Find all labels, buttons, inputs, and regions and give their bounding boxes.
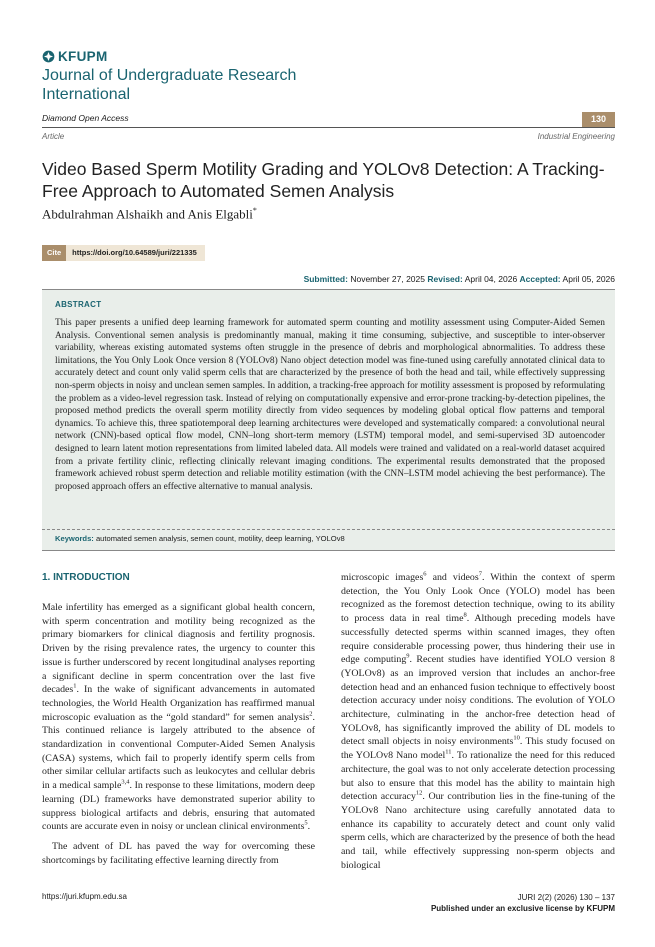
journal-title: Journal of Undergraduate Research International [42,67,297,103]
corresponding-author-mark: * [252,206,257,215]
doi-link[interactable]: https://doi.org/10.64589/juri/221335 [72,248,197,257]
footer-url-link[interactable]: https://juri.kfupm.edu.sa [42,892,127,901]
revised-date: April 04, 2026 [464,274,518,284]
open-access-label: Diamond Open Access [42,113,129,123]
body-column-left [42,601,315,867]
intro-paragraph-2: The advent of DL has paved the way for overcoming these shortcomings by facilitating effective learning directly from [42,840,315,866]
page-number-badge: 130 [582,112,615,127]
article-type-label: Article [42,132,65,141]
citation-ref[interactable]: 8 [463,611,467,619]
author-list [42,206,257,222]
intro-paragraph-1 [42,601,315,834]
text-run: . This study focused on the YOLOv8 Nano model [341,736,615,762]
text-run: . Within the context of sperm detection, the You Only Look Once (YOLO) model has been recognized as the foremost detection technique, owing to its ability to process data in real time [341,572,616,625]
text-run: Male infertility has emerged as a significant global health concern, with sperm concentration and motility being recognized as the primary biomarkers for clinical diagnosis and fertility prognosis. Driven by the rising prevalence rates, the urgency to counter this issue is further underscored by recent longitudinal analyses reporting a significant decline in sperm concentration over the last five decades [42,602,315,696]
citation-ref[interactable]: 7 [478,570,482,578]
citation-ref[interactable]: 12 [415,789,423,797]
paper-title: Video Based Sperm Motility Grading and YOLOv8 Detection: A Tracking-Free Approach to Automated Semen Analysis [42,159,605,201]
footer-citation: JURI 2(2) (2026) 130 – 137 [517,893,615,902]
authors-text: Abdulrahman Alshaikh and Anis Elgabli [42,206,253,222]
text-run: . Our contribution lies in the fine-tuning of the YOLOv8 Nano architecture using carefully annotated data to enhance its capability to accurately detect and count only valid sperm cells, which are characterized by the presence of both the head and tail, while effectively suppressing non-sperm objects and biological [341,791,615,871]
accepted-date: April 05, 2026 [562,274,615,284]
citation-ref[interactable]: 11 [445,748,452,756]
body-column-right [341,571,615,872]
header-band [42,112,615,128]
accepted-label: Accepted: [519,274,561,284]
citation-ref[interactable]: 6 [423,570,427,578]
text-run: . To rationalize the need for this reduced architecture, the goal was to not only accelerate detection processing but also to ensure that this model has the ability to maintain high detection accuracy [341,750,615,803]
text-run: . This continued reliance is largely attributed to the absence of standardization in conventional Computer-Aided Semen Analysis (CASA) systems, which fail to properly identify sperm cells from other similar cellular artifacts such as leukocytes and cellular debris in a medical sample [42,711,315,792]
text-run: . Recent studies have identified YOLO version 8 (YOLOv8) as an improved version that includes an anchor-free detection head and an enhanced fusion technique to effectively boost detection accuracy under noisy conditions. The evolution of YOLO architecture, culminating in the anchor-free detection head of YOLOv8, has significantly improved the ability of DL models to detect small objects in noisy environments [341,654,615,748]
text-run: microscopic images [341,572,424,583]
intro-paragraph-2-continued [341,571,615,872]
abstract-divider [42,529,615,530]
text-run: . In the wake of significant advancements in automated technologies, the World Health Organization has reaffirmed manual microscopic evaluation as the “gold standard” for semen analysis [42,684,315,723]
cite-label: Cite [42,245,66,261]
footer-citation-block [431,892,615,914]
subject-area-label: Industrial Engineering [537,132,615,141]
abstract-text: This paper presents a unified deep learning framework for automated sperm counting and motility assessment using Computer-Aided Semen Analysis. Conventional semen analysis is predominantly manual, making it time consuming, subjective, and susceptible to inter-observer variability, whereas existing automated systems often struggle in the presence of debris and morphological abnormalities. To address these limitations, the You Only Look Once version 8 (YOLOv8) Nano object detection model was fine-tuned using carefully annotated clinical data to accurately detect and count only valid sperm cells that are characterized by the presence of both the head and tail, while effectively suppressing non-sperm objects in noisy and unclean semen samples. In addition, a tracking-free approach for motility assessment is proposed by reformulating the problem as a video-level regression task. Instead of relying on computationally expensive and error-prone tracking-by-detection pipelines, the proposed method predicts the overall sperm motility directly from video sequences by modeling global optical flow patterns and temporal dynamics. To achieve this, three spatiotemporal deep learning architectures were developed and systematically compared: a convolutional neural network (CNN)-based optical flow model, CNN–long short-term memory (LSTM) temporal model, and semi-supervised 3D autoencoder designed to learn latent motion representations from limited labeled data. All models were trained and validated on a real-world dataset acquired from a private fertility clinic, reflecting clinically relevant imaging conditions. The experimental results demonstrated that the proposed framework achieved robust sperm detection and reliable motility estimation (with the CNN–LSTM model achieving the best performance). The proposed approach offers an effective alternative to manual analysis. [55,318,605,492]
logo-text: KFUPM [58,48,108,64]
citation-ref[interactable]: 5 [304,819,308,827]
citation-ref[interactable]: 2 [309,710,313,718]
revised-label: Revised: [427,274,463,284]
abstract-heading: ABSTRACT [55,300,102,309]
submitted-date: November 27, 2025 [350,274,425,284]
text-run: and videos [426,572,479,583]
keywords-line [55,534,345,543]
citation-ref[interactable]: 9 [406,652,410,660]
section-heading-introduction: 1. INTRODUCTION [42,572,130,583]
kfupm-logo-icon [42,50,55,63]
text-run: . [307,821,311,833]
citation-ref[interactable]: 1 [73,682,77,690]
abstract-box [42,289,615,551]
text-run: . Although preceding models have successfully detected sperms within scanned images, they often require considerable processing power, thus hindering their use in edge computing [341,613,615,666]
keywords-text: automated semen analysis, semen count, motility, deep learning, YOLOv8 [95,534,345,543]
cite-box [42,245,205,261]
footer-license: Published under an exclusive license by KFUPM [430,904,615,913]
journal-logo [42,48,108,64]
publication-dates [304,274,615,284]
text-run: . In response to these limitations, modern deep learning (DL) frameworks have demonstrated superior ability to suppress biological artifacts and debris, ensuring that automated counts are accurate even in noisy or unclean clinical environments [42,780,315,833]
submitted-label: Submitted: [303,274,348,284]
citation-ref[interactable]: 10 [513,735,520,743]
keywords-label: Keywords: [55,534,94,543]
citation-ref[interactable]: 3,4 [121,778,130,786]
